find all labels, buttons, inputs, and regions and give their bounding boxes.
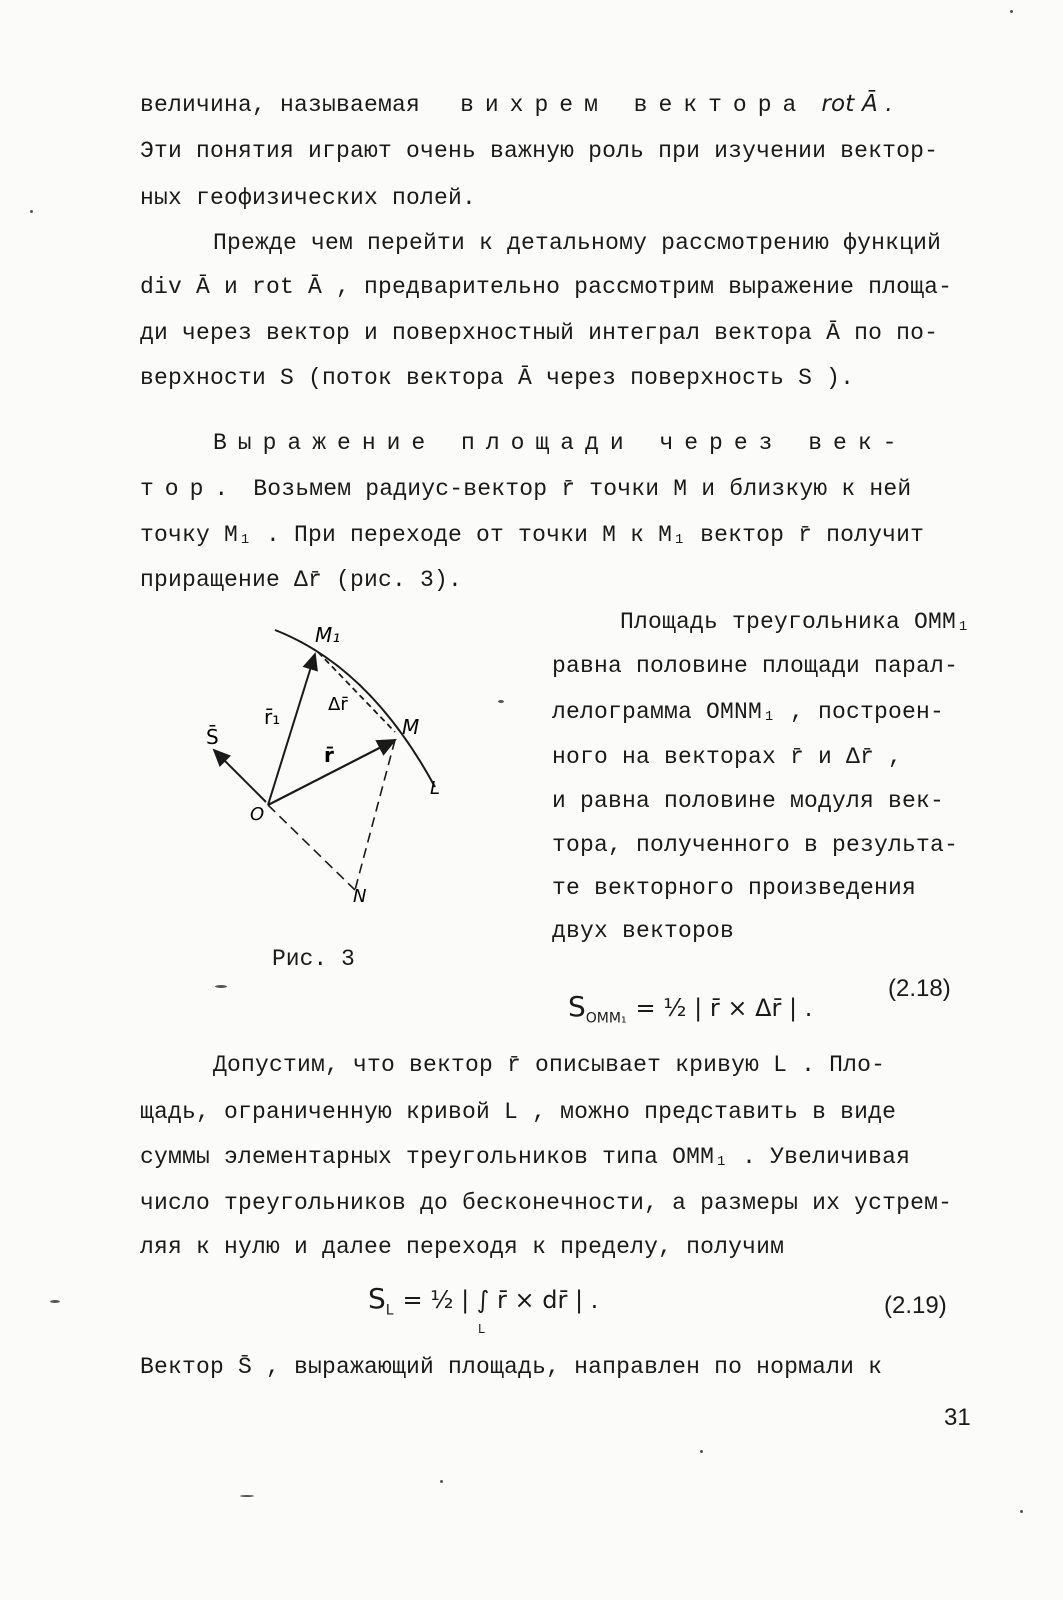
label-r: r̄ [324, 743, 334, 767]
vector-r1 [268, 654, 315, 805]
scan-speck [498, 700, 504, 703]
vector-s [214, 750, 266, 802]
figure-3-diagram [190, 612, 470, 912]
scan-speck [700, 1450, 703, 1453]
figure-caption: Рис. 3 [272, 946, 355, 972]
text-line-4: Прежде чем перейти к детальному рассмотрению функций [213, 230, 942, 256]
text-line-13: лелограмма OMNM₁ , построен- [552, 699, 945, 725]
label-delta-r: Δr̄ [328, 694, 348, 715]
dashed-o-n [268, 805, 355, 890]
vector-delta-r [318, 652, 395, 732]
scan-speck [240, 1495, 254, 1497]
label-o: O [250, 804, 265, 825]
text-line-5: div Ā и rot Ā , предварительно рассмотрим выражение площа- [140, 274, 953, 300]
text-line-7: верхности S (поток вектора Ā через поверхность S ). [140, 365, 855, 391]
scan-speck [440, 1480, 443, 1483]
scan-speck [1010, 10, 1013, 13]
text-line-14: ного на векторах r̄ и Δr̄ , [552, 744, 903, 770]
section-heading-end: тор. [140, 476, 240, 502]
text-line-11: Площадь треугольника OMM₁ [620, 609, 971, 635]
page-number: 31 [944, 1404, 971, 1431]
dashed-m-n [355, 740, 395, 890]
equation-number-2-18: (2.18) [888, 975, 951, 1002]
integral-subscript: L [478, 1322, 485, 1336]
text-line-19: Допустим, что вектор r̄ описывает кривую L . Пло- [213, 1052, 886, 1078]
section-heading: Выражение площади через век- [213, 430, 908, 456]
text-line-17: те векторного произведения [552, 875, 917, 901]
text-line-16: тора, полученного в результа- [552, 832, 959, 858]
label-s: S̄ [206, 725, 219, 749]
equation-2-19: $S_L$ = ½ | ∫ r̄ × dr̄ | . [368, 1282, 599, 1319]
text-line-1: величина, называемая вихрем вектора rot Ā . [140, 91, 893, 118]
text-line-24: Вектор S̄ , выражающий площадь, направлен по нормали к [140, 1354, 883, 1380]
text-line-12: равна половине площади парал- [552, 653, 959, 679]
scan-speck [1020, 1510, 1023, 1513]
text-line-10: приращение Δr̄ (рис. 3). [140, 567, 463, 593]
text-line-6: ди через вектор и поверхностный интеграл вектора Ā по по- [140, 320, 939, 346]
text-line-22: число треугольников до бесконечности, а размеры их устрем- [140, 1190, 953, 1216]
label-r1: r̄₁ [264, 705, 281, 729]
label-n: N [353, 886, 367, 907]
scan-speck [215, 985, 227, 988]
scan-speck [30, 210, 33, 213]
text-line-20: щадь, ограниченную кривой L , можно представить в виде [140, 1099, 897, 1125]
emphasized-term: вихрем вектора [460, 92, 808, 118]
label-m: M [402, 715, 420, 739]
text-line-8: тор. Возьмем радиус-вектор r̄ точки M и близкую к ней [140, 476, 912, 502]
text-line-21: суммы элементарных треугольников типа OMM₁ . Увеличивая [140, 1144, 911, 1170]
text-line-9: точку M₁ . При переходе от точки M к M₁ вектор r̄ получит [140, 522, 925, 548]
text-line-2: Эти понятия играют очень важную роль при изучении вектор- [140, 138, 939, 164]
text-line-15: и равна половине модуля век- [552, 788, 945, 814]
text-line-3: ных геофизических полей. [140, 185, 477, 211]
text-line-23: ляя к нулю и далее переходя к пределу, получим [140, 1234, 785, 1260]
equation-number-2-19: (2.19) [884, 1292, 947, 1319]
scan-speck [50, 1300, 60, 1303]
label-l: L [430, 778, 441, 799]
equation-2-18: $S_{OMM_1}$ = ½ | r̄ × Δr̄ | . [568, 990, 813, 1027]
label-m1: M₁ [315, 623, 341, 647]
text-line-18: двух векторов [552, 918, 735, 944]
